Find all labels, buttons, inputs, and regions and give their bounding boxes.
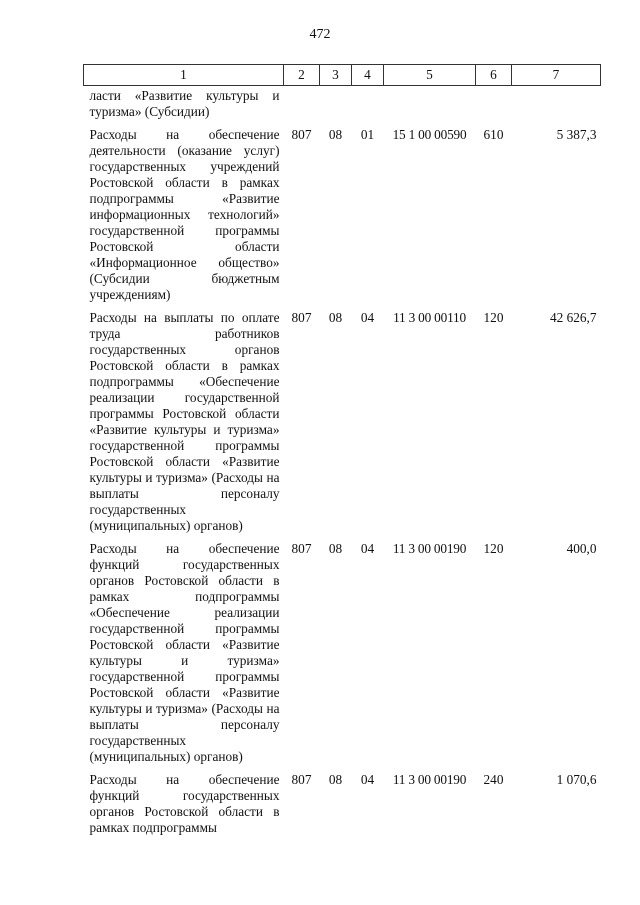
row-col-7: 5 387,3 (556, 127, 597, 142)
row-col-5: 15 1 00 00590 (392, 127, 467, 142)
row-col-2 (284, 86, 320, 121)
row-col-4: 04 (360, 310, 375, 325)
table-row (84, 127, 601, 303)
page-number: 472 (309, 27, 331, 42)
row-gap (84, 534, 601, 541)
row-description: Расходы на выплаты по оплате труда работников государственных органов Ростовской области в рамках подпрограммы «Обеспечение реализации государственной программы Ростовской области «Развитие культуры и туризма» государственной программы Ростовской области «Развитие культуры и туризма» (Расходы на выплаты персоналу государственных (муниципальных) органов) (89, 310, 280, 533)
table-row (84, 541, 601, 765)
table-row (84, 772, 601, 836)
row-col-4: 04 (360, 541, 375, 556)
row-col-6: 240 (483, 772, 504, 787)
row-col-2: 807 (291, 310, 312, 325)
row-description: Расходы на обеспечение функций государственных органов Ростовской области в рамках подпрограммы (89, 772, 280, 835)
row-col-6: 120 (483, 541, 504, 556)
header-row (84, 65, 601, 86)
row-description: Расходы на обеспечение деятельности (оказание услуг) государственных учреждений Ростовской области в рамках подпрограммы «Развитие информационных технологий» государственной программы Ростовской области «Информационное общество» (Субсидии бюджетным учреждениям) (89, 127, 280, 302)
header-col-4: 4 (352, 65, 384, 86)
row-col-2: 807 (291, 772, 312, 787)
row-col-6: 610 (483, 127, 504, 142)
row-description: Расходы на обеспечение функций государственных органов Ростовской области в рамках подпрограммы «Обеспечение реализации государственной программы Ростовской области «Развитие культуры и туризма» государственной программы Ростовской области «Развитие культуры и туризма» (Расходы на выплаты персоналу государственных (муниципальных) органов) (89, 541, 280, 764)
row-col-3: 08 (328, 127, 343, 142)
header-col-5: 5 (384, 65, 476, 86)
row-col-7: 42 626,7 (549, 310, 597, 325)
row-col-7: 400,0 (566, 541, 597, 556)
header-col-7: 7 (512, 65, 601, 86)
row-col-4: 04 (360, 772, 375, 787)
budget-table (83, 64, 601, 836)
table-row (84, 310, 601, 534)
row-col-2: 807 (291, 127, 312, 142)
row-col-3: 08 (328, 772, 343, 787)
row-col-5: 11 3 00 00190 (392, 772, 467, 787)
row-col-2: 807 (291, 541, 312, 556)
header-col-6: 6 (476, 65, 512, 86)
row-col-3: 08 (328, 310, 343, 325)
header-col-2: 2 (284, 65, 320, 86)
row-col-6: 120 (483, 310, 504, 325)
row-col-6 (476, 86, 512, 121)
header-col-3: 3 (320, 65, 352, 86)
row-col-5: 11 3 00 00190 (392, 541, 467, 556)
row-col-3 (320, 86, 352, 121)
row-col-7: 1 070,6 (556, 772, 597, 787)
header-col-1: 1 (84, 65, 284, 86)
row-gap (84, 120, 601, 127)
row-col-3: 08 (328, 541, 343, 556)
row-col-4: 01 (360, 127, 375, 142)
row-col-7 (512, 86, 601, 121)
row-col-5: 11 3 00 00110 (393, 310, 466, 325)
row-gap (84, 765, 601, 772)
row-col-5 (384, 86, 476, 121)
row-description: ласти «Развитие культуры и туризма» (Субсидии) (89, 88, 280, 119)
row-gap (84, 303, 601, 310)
table-row (84, 86, 601, 121)
row-col-4 (352, 86, 384, 121)
